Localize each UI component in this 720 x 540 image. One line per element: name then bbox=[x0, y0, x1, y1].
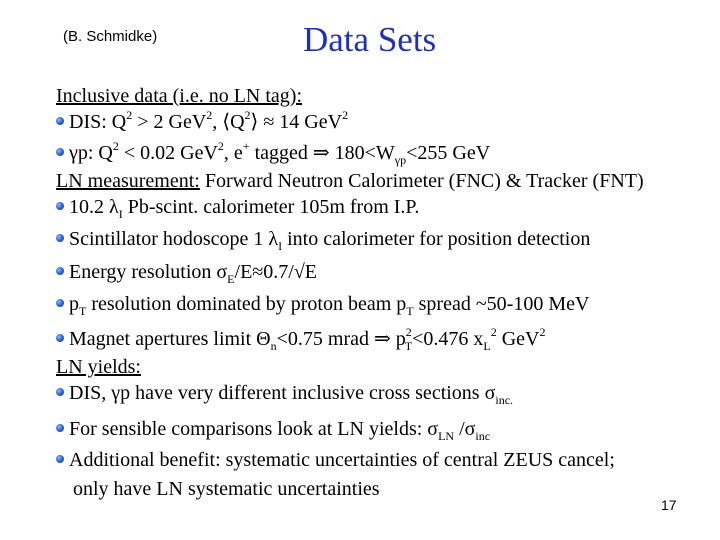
author-credit: (B. Schmidke) bbox=[63, 28, 158, 45]
heading-ln-measurement: LN measurement: bbox=[56, 170, 200, 192]
bullet-icon bbox=[56, 117, 64, 125]
heading-ln-yields: LN yields: bbox=[56, 356, 141, 378]
line-additional-benefit: Additional benefit: systematic uncertainties of central ZEUS cancel; bbox=[56, 449, 615, 472]
line-additional-benefit-cont: only have LN systematic uncertainties bbox=[73, 478, 380, 500]
bullet-icon bbox=[56, 202, 64, 210]
heading-inclusive: Inclusive data (i.e. no LN tag): bbox=[56, 85, 303, 107]
line-photoproduction: γp: $Q^2 < 0.02$ GeV$^2$, e+ tagged ⇒ $180<W_{\gamma p}<255$ GeV bbox=[56, 140, 490, 165]
line-dis: DIS: $Q^2 > 2$ GeV$^2$, $⟨Q^2⟩ \approx 14$ GeV$^2$ bbox=[56, 109, 348, 134]
bullet-icon bbox=[56, 388, 64, 396]
line-energy-resolution: Energy resolution $\sigma_E/E\approx 0.7/√E$ bbox=[56, 261, 317, 284]
line-cross-sections: DIS, γp have very different inclusive cross sections $\sigma_{inc.}$ bbox=[56, 382, 513, 405]
line-magnet-apertures: Magnet apertures limit $\Theta_n<0.75$ mrad ⇒ $p^2_T<0.476$ $x_L^2$ GeV$^2$ bbox=[56, 326, 546, 351]
bullet-icon bbox=[56, 148, 64, 156]
bullet-icon bbox=[56, 424, 64, 432]
bullet-icon bbox=[56, 455, 64, 463]
slide-title: Data Sets bbox=[303, 20, 437, 59]
line-hodoscope: Scintillator hodoscope 1 $\lambda_I$ into calorimeter for position detection bbox=[56, 228, 590, 251]
bullet-icon bbox=[56, 299, 64, 307]
line-comparisons: For sensible comparisons look at LN yields: $\sigma_{LN}$ $/\sigma_{inc}$ bbox=[56, 418, 490, 441]
heading-ln-measurement-line: LN measurement: Forward Neutron Calorimeter (FNC) & Tracker (FNT) bbox=[56, 170, 644, 192]
line-pt-resolution: $p_T$ resolution dominated by proton beam $p_T$ spread ~50-100 MeV bbox=[56, 293, 589, 316]
bullet-icon bbox=[56, 334, 64, 342]
bullet-icon bbox=[56, 267, 64, 275]
bullet-icon bbox=[56, 234, 64, 242]
line-calorimeter: 10.2 $\lambda_I$ Pb-scint. calorimeter 105m from I.P. bbox=[56, 196, 419, 219]
page-number: 17 bbox=[661, 497, 677, 513]
